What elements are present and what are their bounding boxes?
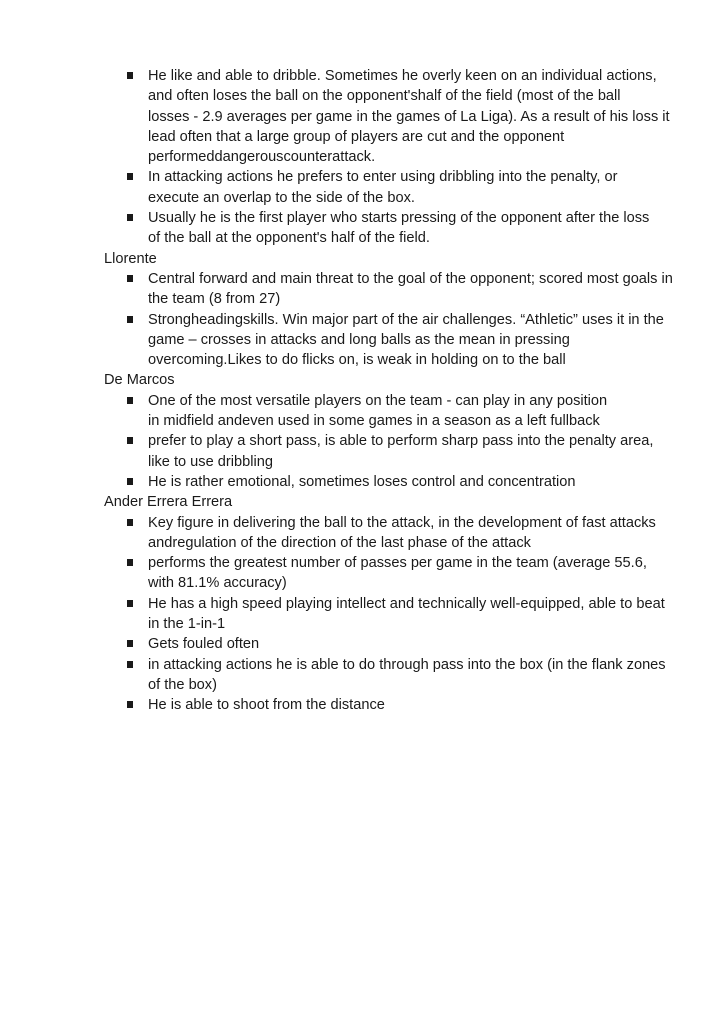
list-item: In attacking actions he prefers to enter using dribbling into the penalty, or execute an overlap to the side of the box.	[104, 167, 694, 208]
list-item: He like and able to dribble. Sometimes he overly keen on an individual actions, and often loses the ball on the opponent'shalf of the field (most of the ball losses - 2.9 averages per game in the games of La Liga). As a result of his loss it lead often that a large group of players are cut and the opponent performeddangerouscounterattack.	[104, 66, 694, 167]
list-item: He is able to shoot from the distance	[104, 695, 694, 715]
list-item: Central forward and main threat to the goal of the opponent; scored most goals in the team (8 from 27)	[104, 269, 694, 310]
de-marcos-bullet-list	[104, 391, 694, 492]
square-bullet-icon	[127, 173, 133, 180]
square-bullet-icon	[127, 316, 133, 323]
square-bullet-icon	[127, 559, 133, 566]
section-heading-llorente: Llorente	[104, 250, 157, 267]
list-item: Key figure in delivering the ball to the attack, in the development of fast attacks andregulation of the direction of the last phase of the attack	[104, 513, 694, 554]
square-bullet-icon	[127, 640, 133, 647]
list-item: Usually he is the first player who starts pressing of the opponent after the loss of the ball at the opponent's half of the field.	[104, 208, 694, 249]
square-bullet-icon	[127, 214, 133, 221]
square-bullet-icon	[127, 478, 133, 485]
square-bullet-icon	[127, 397, 133, 404]
list-item: in attacking actions he is able to do through pass into the box (in the flank zones of the box)	[104, 655, 694, 696]
square-bullet-icon	[127, 437, 133, 444]
llorente-bullet-list	[104, 269, 694, 370]
list-item: He is rather emotional, sometimes loses control and concentration	[104, 472, 694, 492]
document-content	[104, 66, 694, 716]
ander-errera-bullet-list	[104, 513, 694, 716]
list-item: Gets fouled often	[104, 634, 694, 654]
list-item: Strongheadingskills. Win major part of the air challenges. “Athletic” uses it in the game – crosses in attacks and long balls as the mean in pressing overcoming.Likes to do flicks on, is weak in holding on to the ball	[104, 310, 694, 371]
section-heading-ander-errera: Ander Errera Errera	[104, 494, 233, 511]
section-heading-de-marcos: De Marcos	[104, 372, 175, 389]
square-bullet-icon	[127, 72, 133, 79]
intro-bullet-list	[104, 66, 694, 249]
square-bullet-icon	[127, 519, 133, 526]
list-item: prefer to play a short pass, is able to perform sharp pass into the penalty area, like to use dribbling	[104, 431, 694, 472]
list-item: He has a high speed playing intellect and technically well-equipped, able to beat in the 1-in-1	[104, 594, 694, 635]
square-bullet-icon	[127, 275, 133, 282]
list-item: One of the most versatile players on the team - can play in any position in midfield andeven used in some games in a season as a left fullback	[104, 391, 694, 432]
square-bullet-icon	[127, 600, 133, 607]
square-bullet-icon	[127, 701, 133, 708]
square-bullet-icon	[127, 661, 133, 668]
list-item: performs the greatest number of passes per game in the team (average 55.6, with 81.1% accuracy)	[104, 553, 694, 594]
